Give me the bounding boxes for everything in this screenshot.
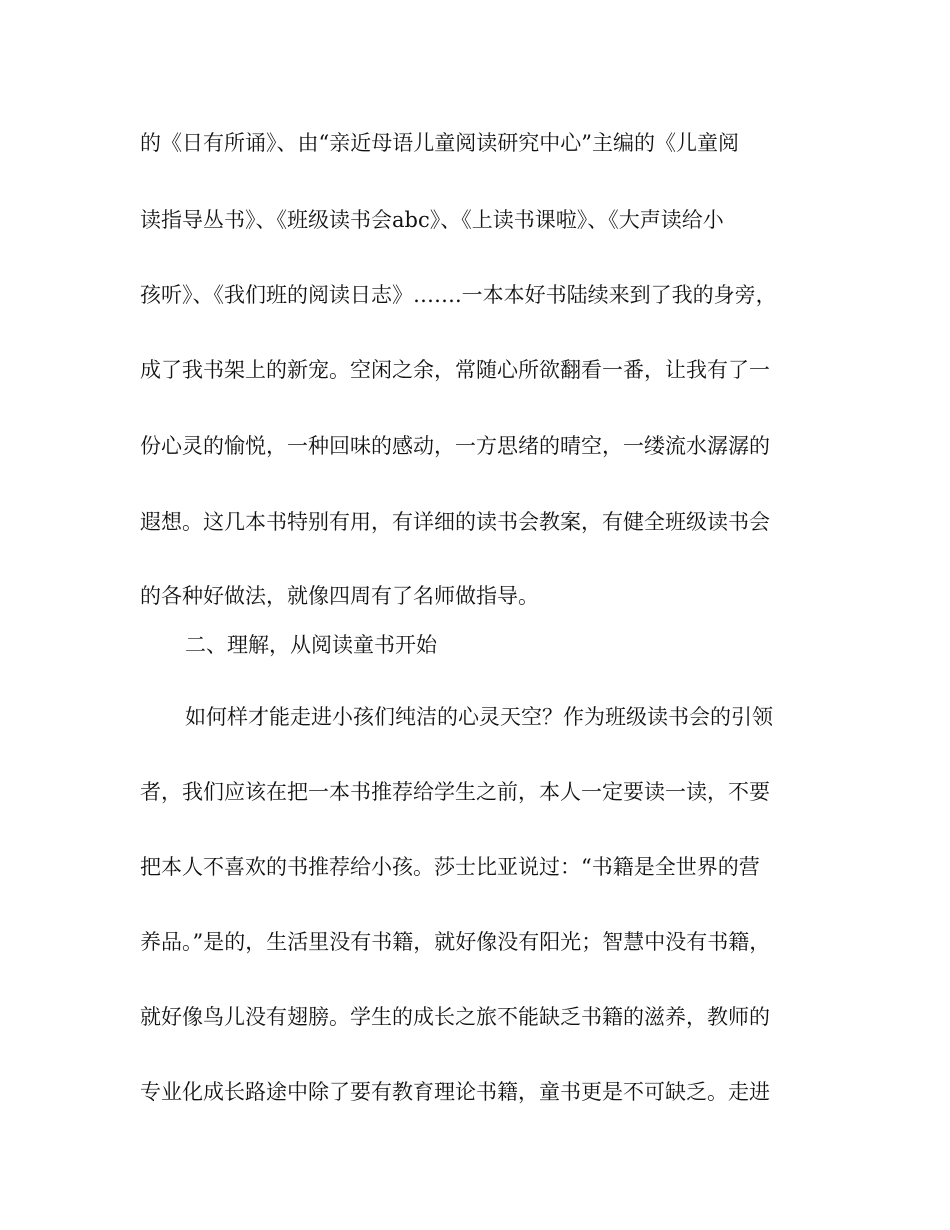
text-line: 就好像鸟儿没有翅膀。学生的成长之旅不能缺乏书籍的滋养，教师的	[140, 1005, 770, 1029]
paragraph-first-line: 如何样才能走进小孩们纯洁的心灵天空？作为班级读书会的引领	[185, 705, 773, 729]
text-line: 读指导丛书》、《班级读书会abc》、《上读书课啦》、《大声读给小	[140, 208, 724, 232]
text-line: 份心灵的愉悦，一种回味的感动，一方思绪的晴空，一缕流水潺潺的	[140, 434, 770, 458]
text-line: 的各种好做法，就像四周有了名师做指导。	[140, 584, 539, 608]
text-line: 的《日有所诵》、由“亲近母语儿童阅读研究中心”主编的《儿童阅	[140, 131, 739, 155]
section-heading: 二、理解，从阅读童书开始	[185, 633, 437, 657]
text-line: 养品。”是的，生活里没有书籍，就好像没有阳光；智慧中没有书籍，	[140, 930, 771, 954]
text-line: 者，我们应该在把一本书推荐给学生之前，本人一定要读一读，不要	[140, 780, 770, 804]
text-line: 把本人不喜欢的书推荐给小孩。莎士比亚说过：“书籍是全世界的营	[140, 855, 760, 879]
text-line: 专业化成长路途中除了要有教育理论书籍，童书更是不可缺乏。走进	[140, 1080, 770, 1104]
text-line: 孩听》、《我们班的阅读日志》…….一本本好书陆续来到了我的身旁，	[140, 283, 777, 307]
text-line: 成了我书架上的新宠。空闲之余，常随心所欲翻看一番，让我有了一	[140, 358, 770, 382]
text-line: 遐想。这几本书特别有用，有详细的读书会教案，有健全班级读书会	[140, 510, 770, 534]
